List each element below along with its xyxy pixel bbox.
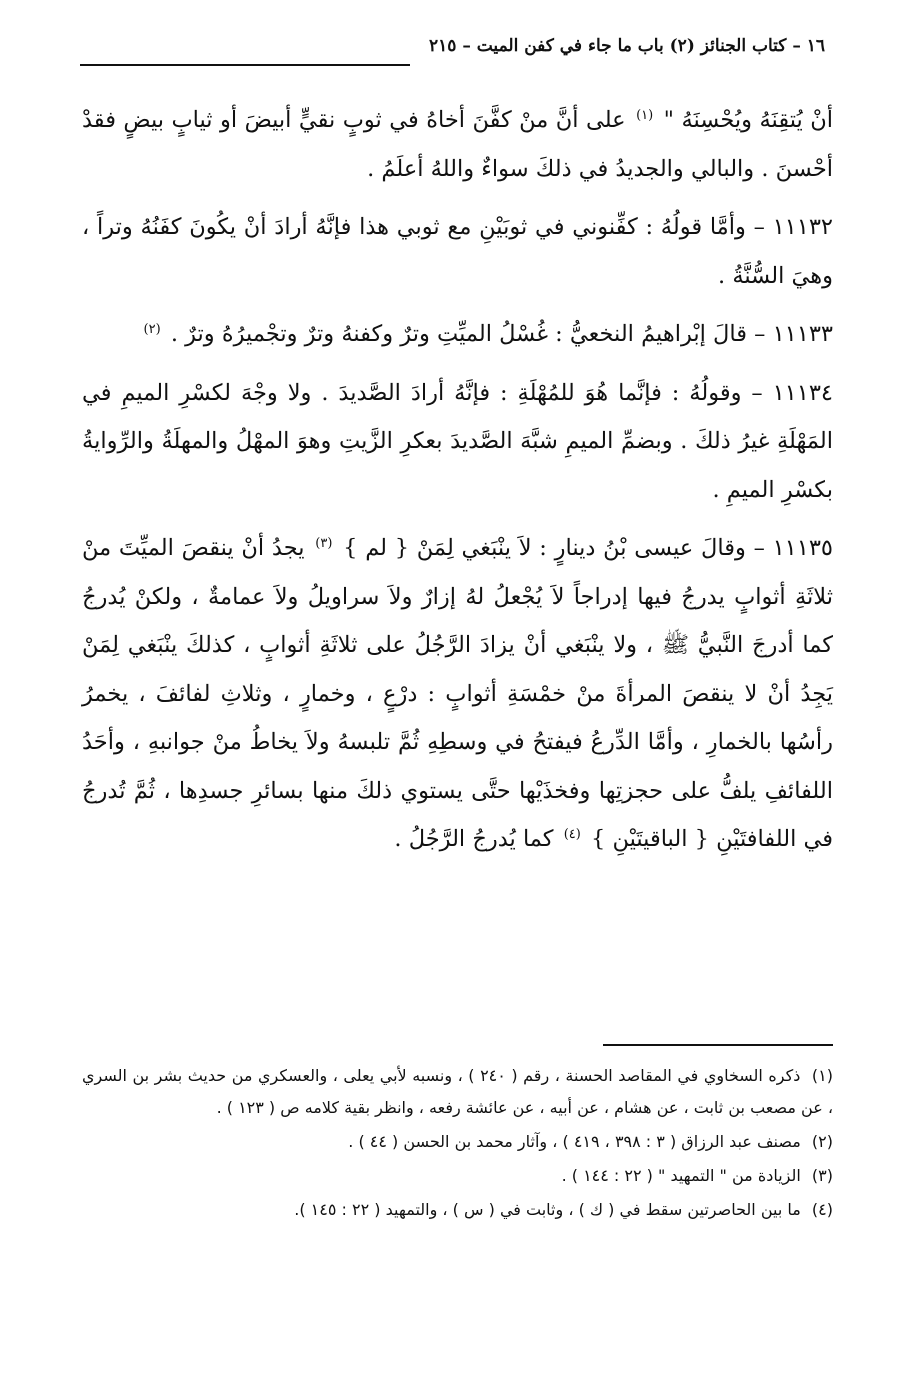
paragraph-text: ١١١٣٥ – وقالَ عيسى بْنُ دينارٍ : لاَ ينْبَغي لِمَنْ { لم }	[343, 535, 834, 561]
footnote-text: ذكره السخاوي في المقاصد الحسنة ، رقم ( ٢٤٠ ) ، ونسبه لأبي يعلى ، والعسكري من حديث بشر بن السري ، عن مصعب بن ثابت ، عن هشام ، عن أبيه ، عن عائشة رفعه ، وانظر بقية كلامه ص ( ١٢٣ ) .	[82, 1066, 833, 1117]
footnote-rule	[603, 1044, 833, 1046]
footnote	[82, 1126, 833, 1158]
main-text	[82, 96, 833, 874]
paragraph	[82, 310, 833, 359]
footnote-number: (١)	[811, 1066, 833, 1085]
footnote-text: ما بين الحاصرتين سقط في ( ك ) ، وثابت في ( س ) ، والتمهيد ( ٢٢ : ١٤٥ ).	[294, 1200, 801, 1219]
footnote-ref: (٣)	[315, 535, 333, 551]
running-header	[80, 34, 825, 64]
paragraph-text: ١١١٣٣ – قالَ إبْراهيمُ النخعيُّ : غُسْلُ الميِّتِ وترٌ وكفنهُ وترٌ وتجْميرُهُ وترٌ .	[170, 321, 833, 347]
footnote-ref: (٤)	[563, 826, 581, 842]
paragraph-text: ١١١٣٤ – وقولُهُ : فإنَّما هُوَ للمُهْلَةِ : فإنَّهُ أرادَ الصَّديدَ . ولا وجْهَ لكسْرِ الميمِ في المَهْلَةِ غيرُ ذلكَ . وبضمِّ الميمِ شبَّهَ الصَّديدَ بعكرِ الزَّيتِ وهوَ المهْلُ والمهلَةُ والرِّوايةُ بكسْرِ الميمِ .	[82, 379, 833, 503]
footnote	[82, 1060, 833, 1124]
paragraph-text: على أنَّ منْ كفَّنَ أخاهُ في ثوبٍ نقيٍّ أبيضَ أو ثيابٍ بيضٍ فقدْ أحْسنَ . والبالي والجديدُ في ذلكَ سواءٌ واللهُ أعلَمُ .	[82, 107, 833, 182]
footnote-number: (٣)	[811, 1166, 833, 1185]
paragraph-text: ١١١٣٢ – وأمَّا قولُهُ : كفِّنوني في ثوبَيْنِ مع ثوبي هذا فإنَّهُ أرادَ أنْ يكُونَ كفَنُهُ وتراً ، وهيَ السُّنَّةُ .	[82, 214, 833, 289]
footnote	[82, 1194, 833, 1226]
paragraph	[82, 369, 833, 515]
footnote-ref: (١)	[636, 107, 654, 123]
paragraph	[82, 203, 833, 300]
paragraph	[82, 524, 833, 864]
header-rule	[80, 64, 410, 66]
footnote	[82, 1160, 833, 1192]
paragraph-text: أنْ يُتقِنَهُ ويُحْسِنَهُ "	[663, 107, 833, 133]
footnote-number: (٤)	[811, 1200, 833, 1219]
footnotes	[82, 1060, 833, 1228]
footnote-ref: (٢)	[143, 321, 161, 337]
paragraph	[82, 96, 833, 193]
paragraph-text: كما يُدرجُ الرَّجُلُ .	[394, 826, 554, 852]
header-title: ١٦ – كتاب الجنائز (٢) باب ما جاء في كفن الميت – ٢١٥	[429, 36, 825, 56]
footnote-number: (٢)	[811, 1132, 833, 1151]
paragraph-text: يجدُ أنْ ينقصَ الميِّتَ منْ ثلاثَةِ أثوابٍ يدرجُ فيها إدراجاً لاَ يُجْعلُ لهُ إزارٌ ولاَ سراويلُ ولاَ عمامةٌ ، ولكنْ يُدرجُ كما أدرجَ النَّبيُّ ﷺ ، ولا ينْبَغي أنْ يزادَ الرَّجُلُ على ثلاثَةِ أثوابٍ ، كذلكَ ينْبَغي لِمَنْ يَجِدُ أنْ لا ينقصَ المرأةَ منْ خمْسَةِ أثوابٍ : درْعٍ ، وخمارٍ ، وثلاثِ لفائفَ ، يخمرُ رأسُها بالخمارِ ، وأمَّا الدِّرعُ فيفتحُ في وسطِهِ ثُمَّ تلبسهُ ولاَ يخاطُ منْ جوانبهِ ، وأحَدُ اللفائفِ يلفُّ على حجزتِها وفخذَيْها حتَّى يستوي ذلكَ منها بسائرِ جسدِها ، ثُمَّ تُدرجُ في اللفافتَيْنِ { الباقيتَيْنِ }	[82, 535, 833, 852]
footnote-text: مصنف عبد الرزاق ( ٣ : ٣٩٨ ، ٤١٩ ) ، وآثار محمد بن الحسن ( ٤٤ ) .	[348, 1132, 801, 1151]
footnote-text: الزيادة من " التمهيد " ( ٢٢ : ١٤٤ ) .	[561, 1166, 801, 1185]
